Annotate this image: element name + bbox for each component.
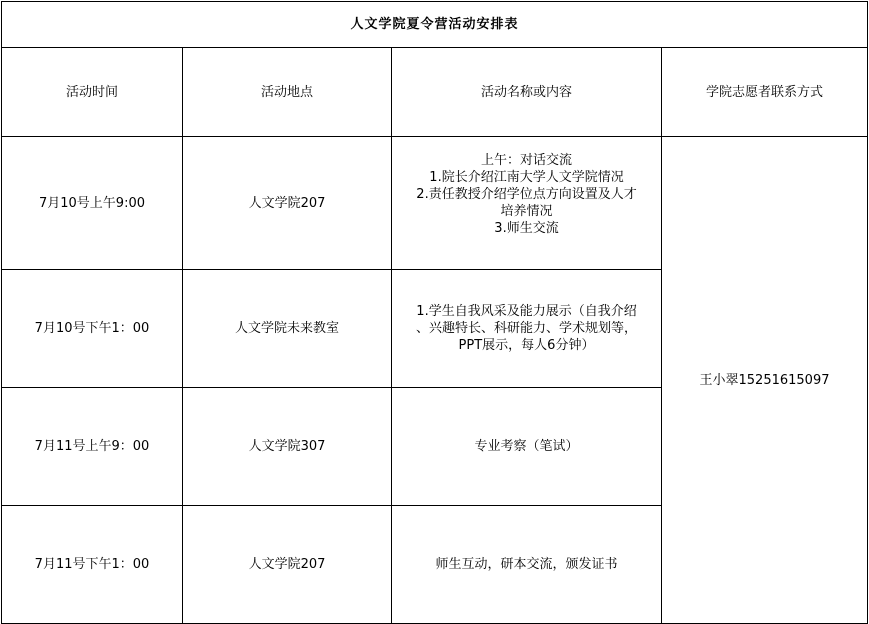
header-content: 活动名称或内容 bbox=[392, 48, 662, 137]
table-row bbox=[2, 137, 868, 270]
table-title: 人文学院夏令营活动安排表 bbox=[2, 2, 868, 48]
row-location: 人文学院未来教室 bbox=[183, 270, 392, 388]
content-line: 上午：对话交流 bbox=[480, 153, 572, 168]
content-line: 1.院长介绍江南大学人文学院情况 bbox=[429, 170, 624, 185]
row-content bbox=[392, 270, 662, 388]
content-line: 专业考察（笔试） bbox=[474, 439, 579, 454]
content-line: 2.责任教授介绍学位点方向设置及人才 bbox=[416, 187, 637, 202]
header-location: 活动地点 bbox=[183, 48, 392, 137]
row-time: 7月11号上午9：00 bbox=[2, 388, 183, 506]
contact-cell: 王小翠15251615097 bbox=[662, 137, 868, 624]
row-content bbox=[392, 388, 662, 506]
row-time: 7月10号下午1：00 bbox=[2, 270, 183, 388]
row-time: 7月10号上午9:00 bbox=[2, 137, 183, 270]
content-line: PPT展示，每人6分钟） bbox=[458, 338, 595, 353]
row-content bbox=[392, 137, 662, 270]
content-line: 培养情况 bbox=[500, 204, 553, 219]
content-line: 3.师生交流 bbox=[494, 221, 559, 236]
schedule-table bbox=[1, 1, 868, 624]
content-line: 、兴趣特长、科研能力、学术规划等， bbox=[415, 321, 637, 336]
header-contact: 学院志愿者联系方式 bbox=[662, 48, 868, 137]
header-time: 活动时间 bbox=[2, 48, 183, 137]
row-location: 人文学院207 bbox=[183, 506, 392, 624]
header-row bbox=[2, 48, 868, 137]
row-location: 人文学院307 bbox=[183, 388, 392, 506]
row-time: 7月11号下午1：00 bbox=[2, 506, 183, 624]
row-content bbox=[392, 506, 662, 624]
row-location: 人文学院207 bbox=[183, 137, 392, 270]
content-line: 师生互动，研本交流，颁发证书 bbox=[435, 557, 618, 572]
content-line: 1.学生自我风采及能力展示（自我介绍 bbox=[416, 304, 637, 319]
title-row bbox=[2, 2, 868, 48]
